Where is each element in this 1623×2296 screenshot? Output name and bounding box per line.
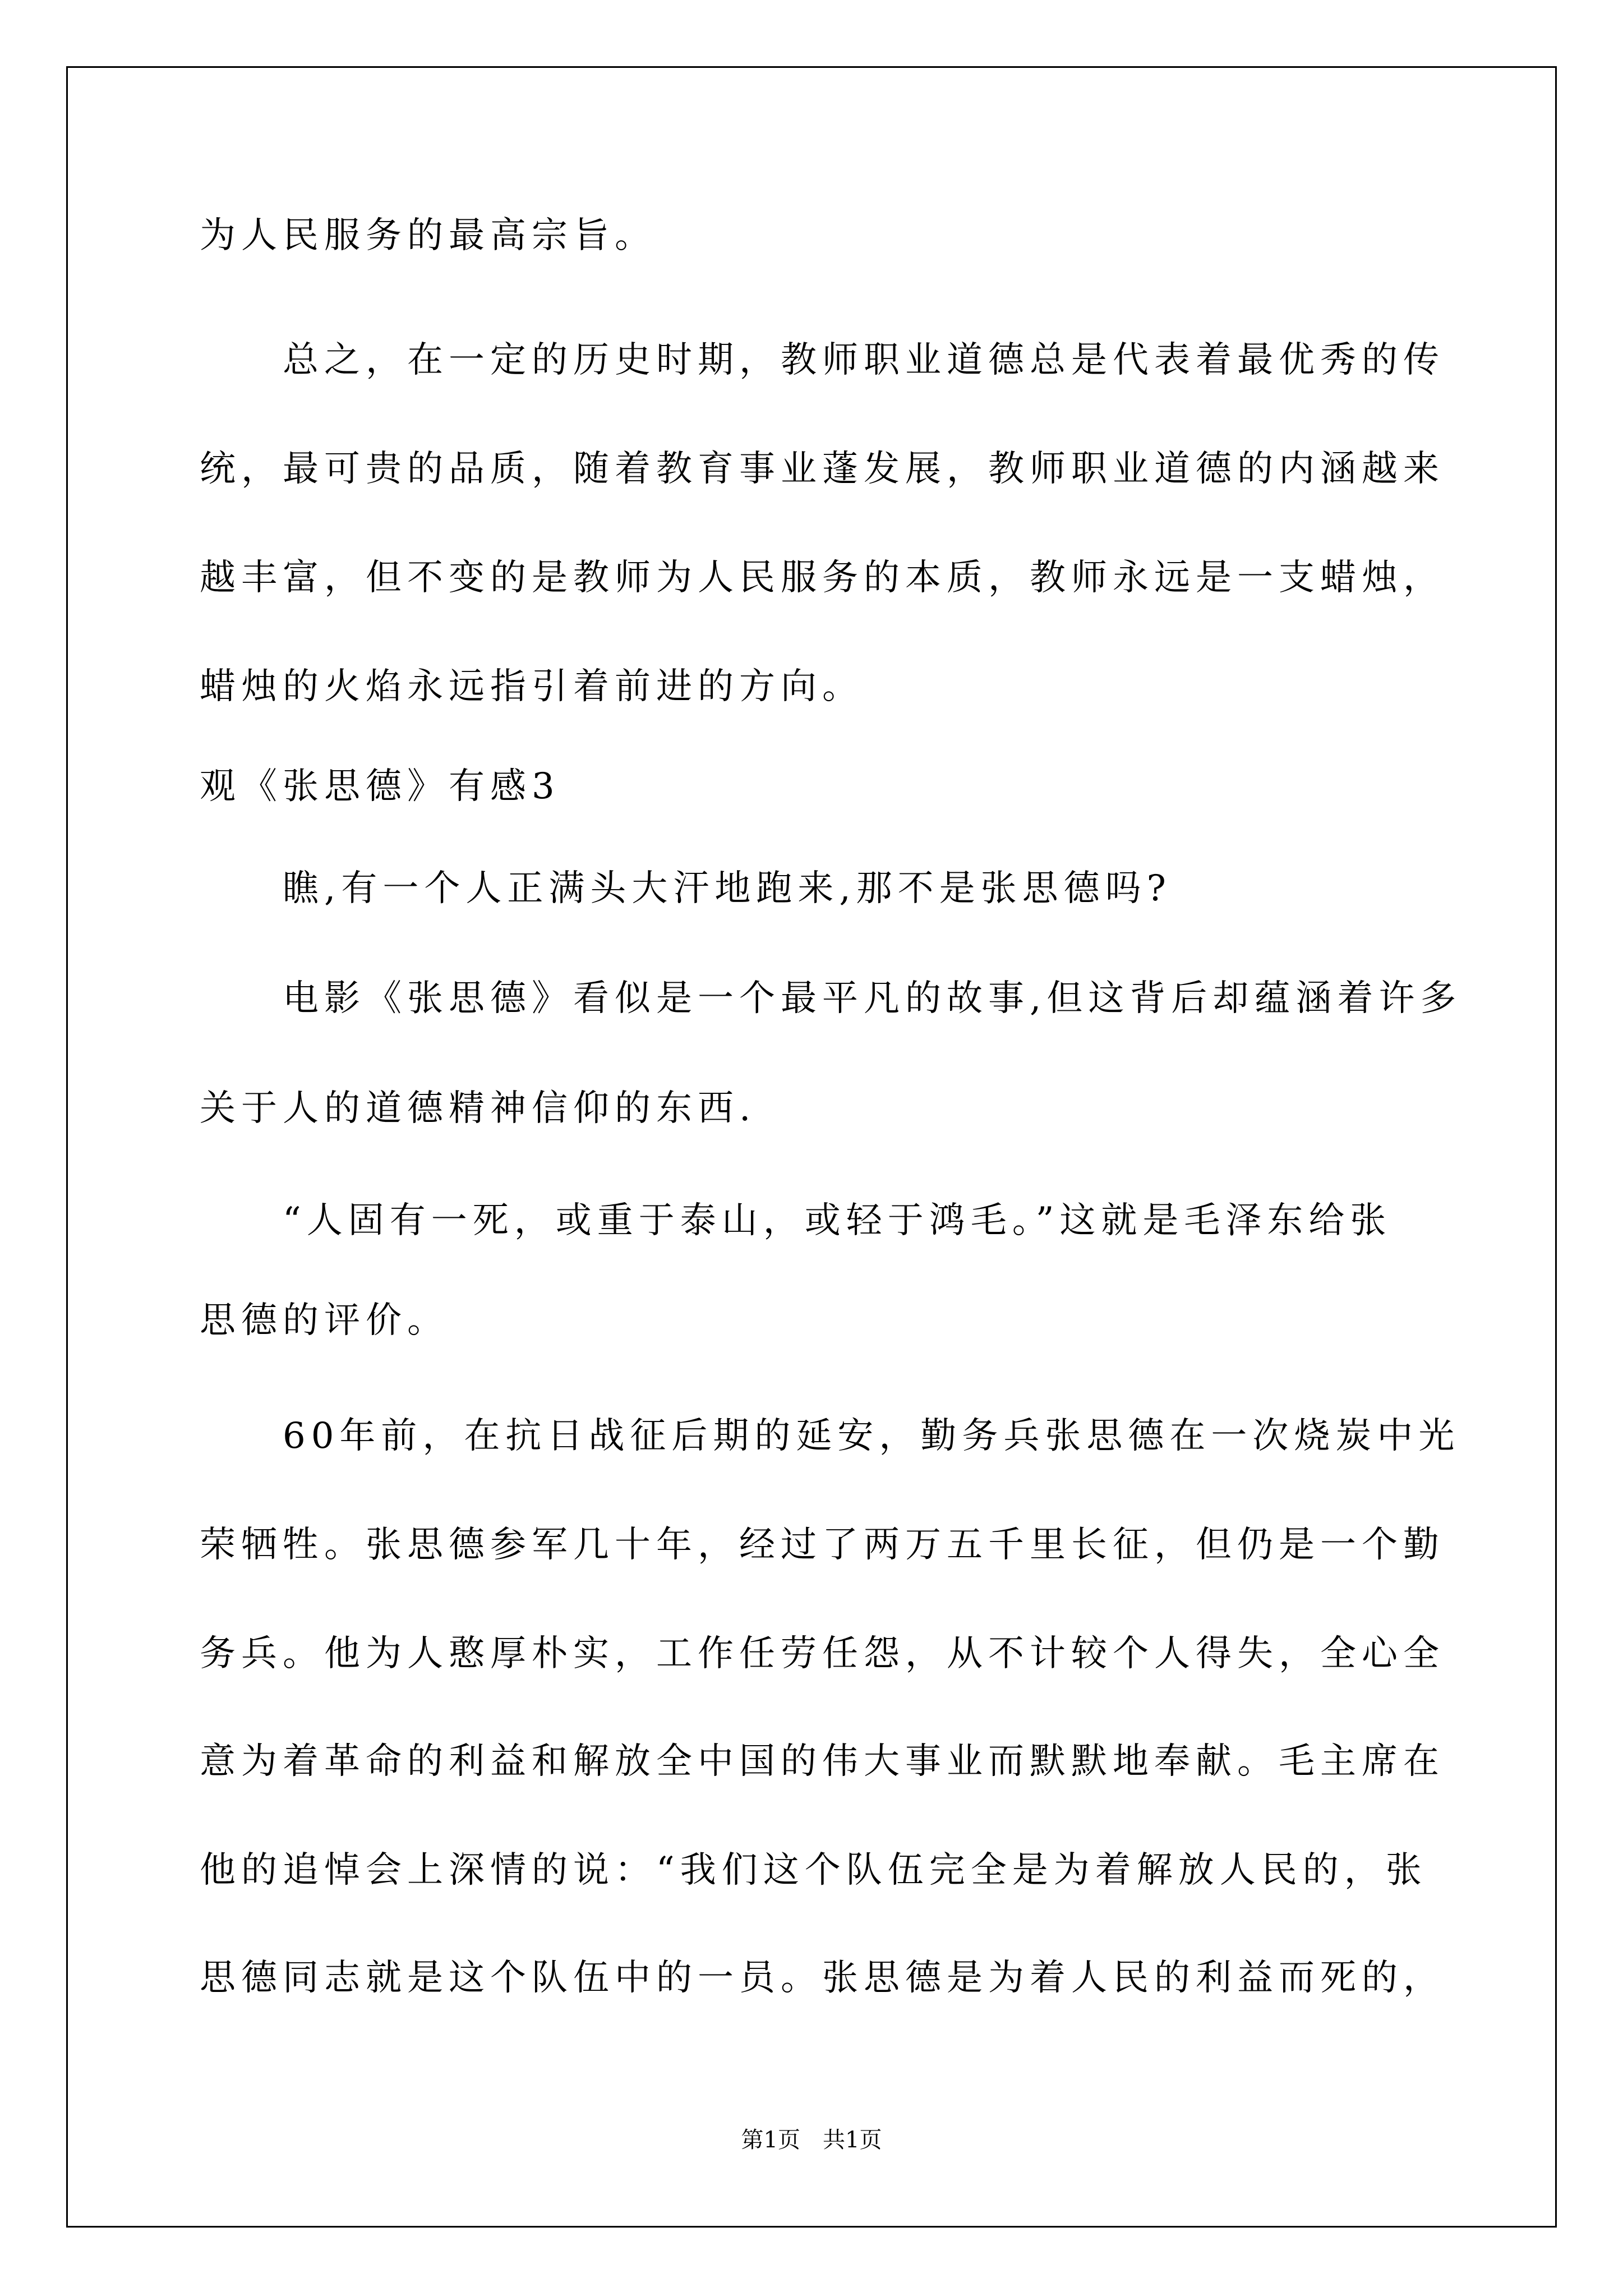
text-line: 为人民服务的最高宗旨。	[200, 215, 656, 256]
text-line: “人固有一死，或重于泰山，或轻于鸿毛。”这就是毛泽东给张	[200, 1200, 1392, 1241]
text-line: 统，最可贵的品质，随着教育事业蓬发展，教师职业道德的内涵越来	[200, 448, 1445, 490]
text-line: 电影《张思德》看似是一个最平凡的故事,但这背后却蕴涵着许多	[200, 978, 1462, 1019]
text-line: 思德的评价。	[200, 1300, 449, 1341]
text-line: 他的追悼会上深情的说：“我们这个队伍完全是为着解放人民的，张	[200, 1849, 1427, 1891]
page-footer: 第1页 共1页	[741, 2127, 882, 2153]
text-line: 意为着革命的利益和解放全中国的伟大事业而默默地奉献。毛主席在	[200, 1741, 1445, 1782]
page-border	[66, 66, 1557, 2228]
text-line: 思德同志就是这个队伍中的一员。张思德是为着人民的利益而死的，	[200, 1957, 1445, 1999]
text-line: 关于人的道德精神信仰的东西.	[200, 1088, 757, 1129]
text-line: 总之，在一定的历史时期，教师职业道德总是代表着最优秀的传	[200, 339, 1445, 381]
text-line: 越丰富，但不变的是教师为人民服务的本质，教师永远是一支蜡烛，	[200, 557, 1445, 599]
text-line: 荣牺牲。张思德参军几十年，经过了两万五千里长征，但仍是一个勤	[200, 1524, 1445, 1566]
text-line: 60年前，在抗日战征后期的延安，勤务兵张思德在一次烧炭中光	[200, 1415, 1460, 1457]
text-line: 蜡烛的火焰永远指引着前进的方向。	[200, 666, 864, 707]
text-line: 瞧,有一个人正满头大汗地跑来,那不是张思德吗?	[200, 868, 1172, 909]
section-heading: 观《张思德》有感3	[200, 766, 560, 807]
text-line: 务兵。他为人憨厚朴实，工作任劳任怨，从不计较个人得失，全心全	[200, 1633, 1445, 1674]
